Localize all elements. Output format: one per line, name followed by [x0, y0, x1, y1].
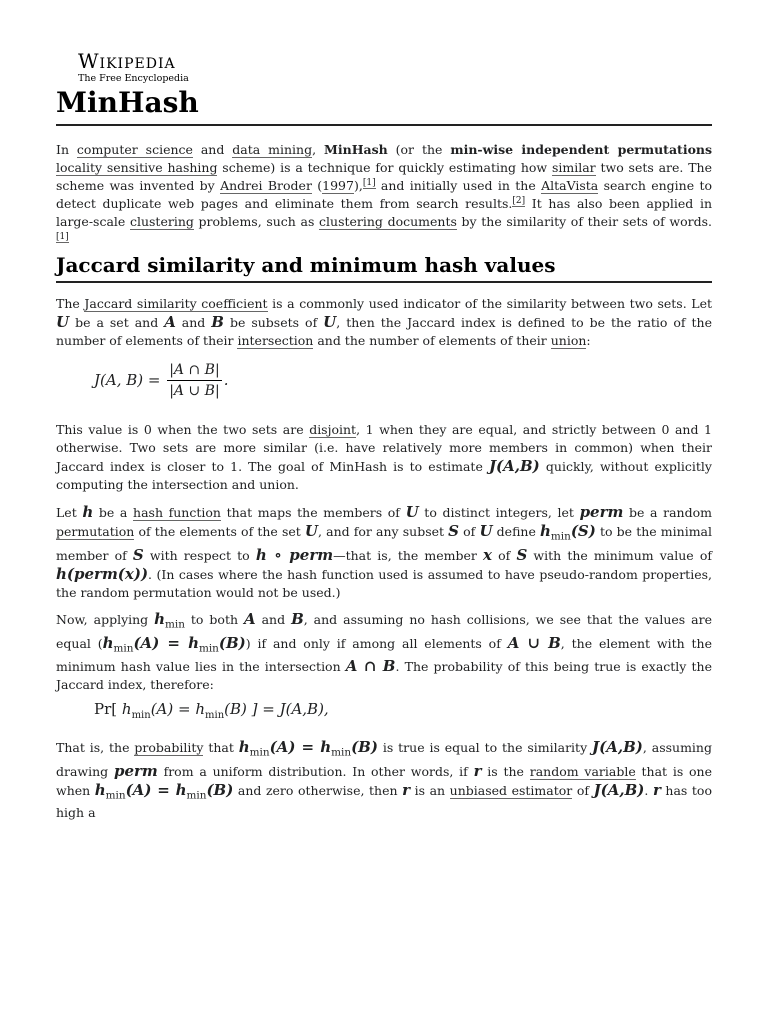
logo-wordmark: Wikipedia [78, 49, 176, 73]
link-similar[interactable]: similar [551, 160, 596, 175]
link-clustering[interactable]: clustering [129, 214, 194, 229]
page-title: MinHash [56, 84, 712, 126]
link-hash-function[interactable]: hash function [133, 505, 221, 520]
bold-min-wise: min-wise independent permutations [450, 142, 713, 157]
ref-1[interactable]: [1] [362, 177, 376, 188]
link-altavista[interactable]: AltaVista [541, 178, 599, 193]
paragraph-value: This value is 0 when the two sets are disjoint, 1 when they are equal, and strictly between 0 and 1 otherwise. Two sets are more similar (i.e. have relatively more members in common) when their Jaccard index is closer to 1. The goal of MinHash is to estimate J(A,B) quickly, without explicitly computing the intersection and union. [56, 422, 712, 492]
paragraph-applying: Now, applying $h_{min}$ to both A and B, and assuming no hash collisions, we see that the values are equal $(h_{min}(A) = h_{min}(B))$ if and only if among all elements of A ∪ B, the element with the minimum hash value lies in the intersection A ∩ B. The probability of this being true is exactly the Jaccard index, therefore: [56, 610, 713, 692]
probability-formula: Pr[ $h_{min}(A) = h_{min}(B)$ ] = J(A,B), [94, 700, 329, 721]
jaccard-formula: J(A, B) = $\frac{|A \cap B|}{|A \cup B|}$ . [94, 362, 229, 399]
ref-2[interactable]: [2] [512, 195, 526, 206]
link-data-mining[interactable]: data mining [232, 142, 313, 157]
link-lsh[interactable]: locality sensitive hashing [56, 160, 218, 175]
link-disjoint[interactable]: disjoint [309, 422, 357, 437]
section-heading: Jaccard similarity and minimum hash values [56, 251, 712, 283]
link-clustering-documents[interactable]: clustering documents [319, 214, 457, 229]
paragraph-probability: That is, the probability that $h_{min}(A) = h_{min}(B)$ is true is equal to the similarity J(A,B), assuming drawing perm from a uniform distribution. In other words, if r is the random variable that is one when $h_{min}(A) = h_{min}(B)$ and zero otherwise, then r is an unbiased estimator of J(A,B). r has too high a [56, 738, 713, 820]
link-permutation[interactable]: permutation [56, 524, 135, 539]
intro-paragraph: In computer science and data mining, MinHash (or the min-wise independent permutations locality sensitive hashing scheme) is a technique for quickly estimating how similar two sets are. The scheme was invented by Andrei Broder (1997),[1] and initially used in the AltaVista search engine to detect duplicate web pages and eliminate them from search results.[2] It has also been applied in large-scale clustering problems, such as clustering documents by the similarity of their sets of words.[1] [56, 142, 713, 242]
logo-tagline: The Free Encyclopedia [78, 73, 189, 84]
link-1997[interactable]: 1997 [322, 178, 354, 193]
link-andrei-broder[interactable]: Andrei Broder [220, 178, 312, 193]
link-jaccard[interactable]: Jaccard similarity coefficient [84, 296, 268, 311]
link-random-variable[interactable]: random variable [529, 763, 636, 779]
link-computer-science[interactable]: computer science [76, 142, 193, 157]
paragraph-jaccard: The Jaccard similarity coefficient is a commonly used indicator of the similarity between two sets. Let U be a set and A and B be subsets of U, then the Jaccard index is defined to be the ratio of the number of elements of their intersection and the number of elements of their union: [56, 296, 713, 348]
paragraph-hash: Let h be a hash function that maps the members of U to distinct integers, let perm be a random permutation of the elements of the set U, and for any subset S of U define $h_{min}(S)$ to be the minimal member of S with respect to h ∘ perm—that is, the member x of S with the minimum value of h(perm(x)). (In cases where the hash function used is assumed to have pseudo-random properties, the random permutation would not be used.) [56, 503, 713, 600]
link-union[interactable]: union [550, 333, 587, 348]
bold-minhash: MinHash [324, 142, 388, 157]
link-probability[interactable]: probability [134, 740, 204, 755]
wikipedia-logo[interactable] [78, 50, 218, 85]
link-unbiased-estimator[interactable]: unbiased estimator [449, 782, 573, 798]
ref-1b[interactable]: [1] [56, 231, 69, 242]
link-intersection[interactable]: intersection [237, 333, 314, 348]
